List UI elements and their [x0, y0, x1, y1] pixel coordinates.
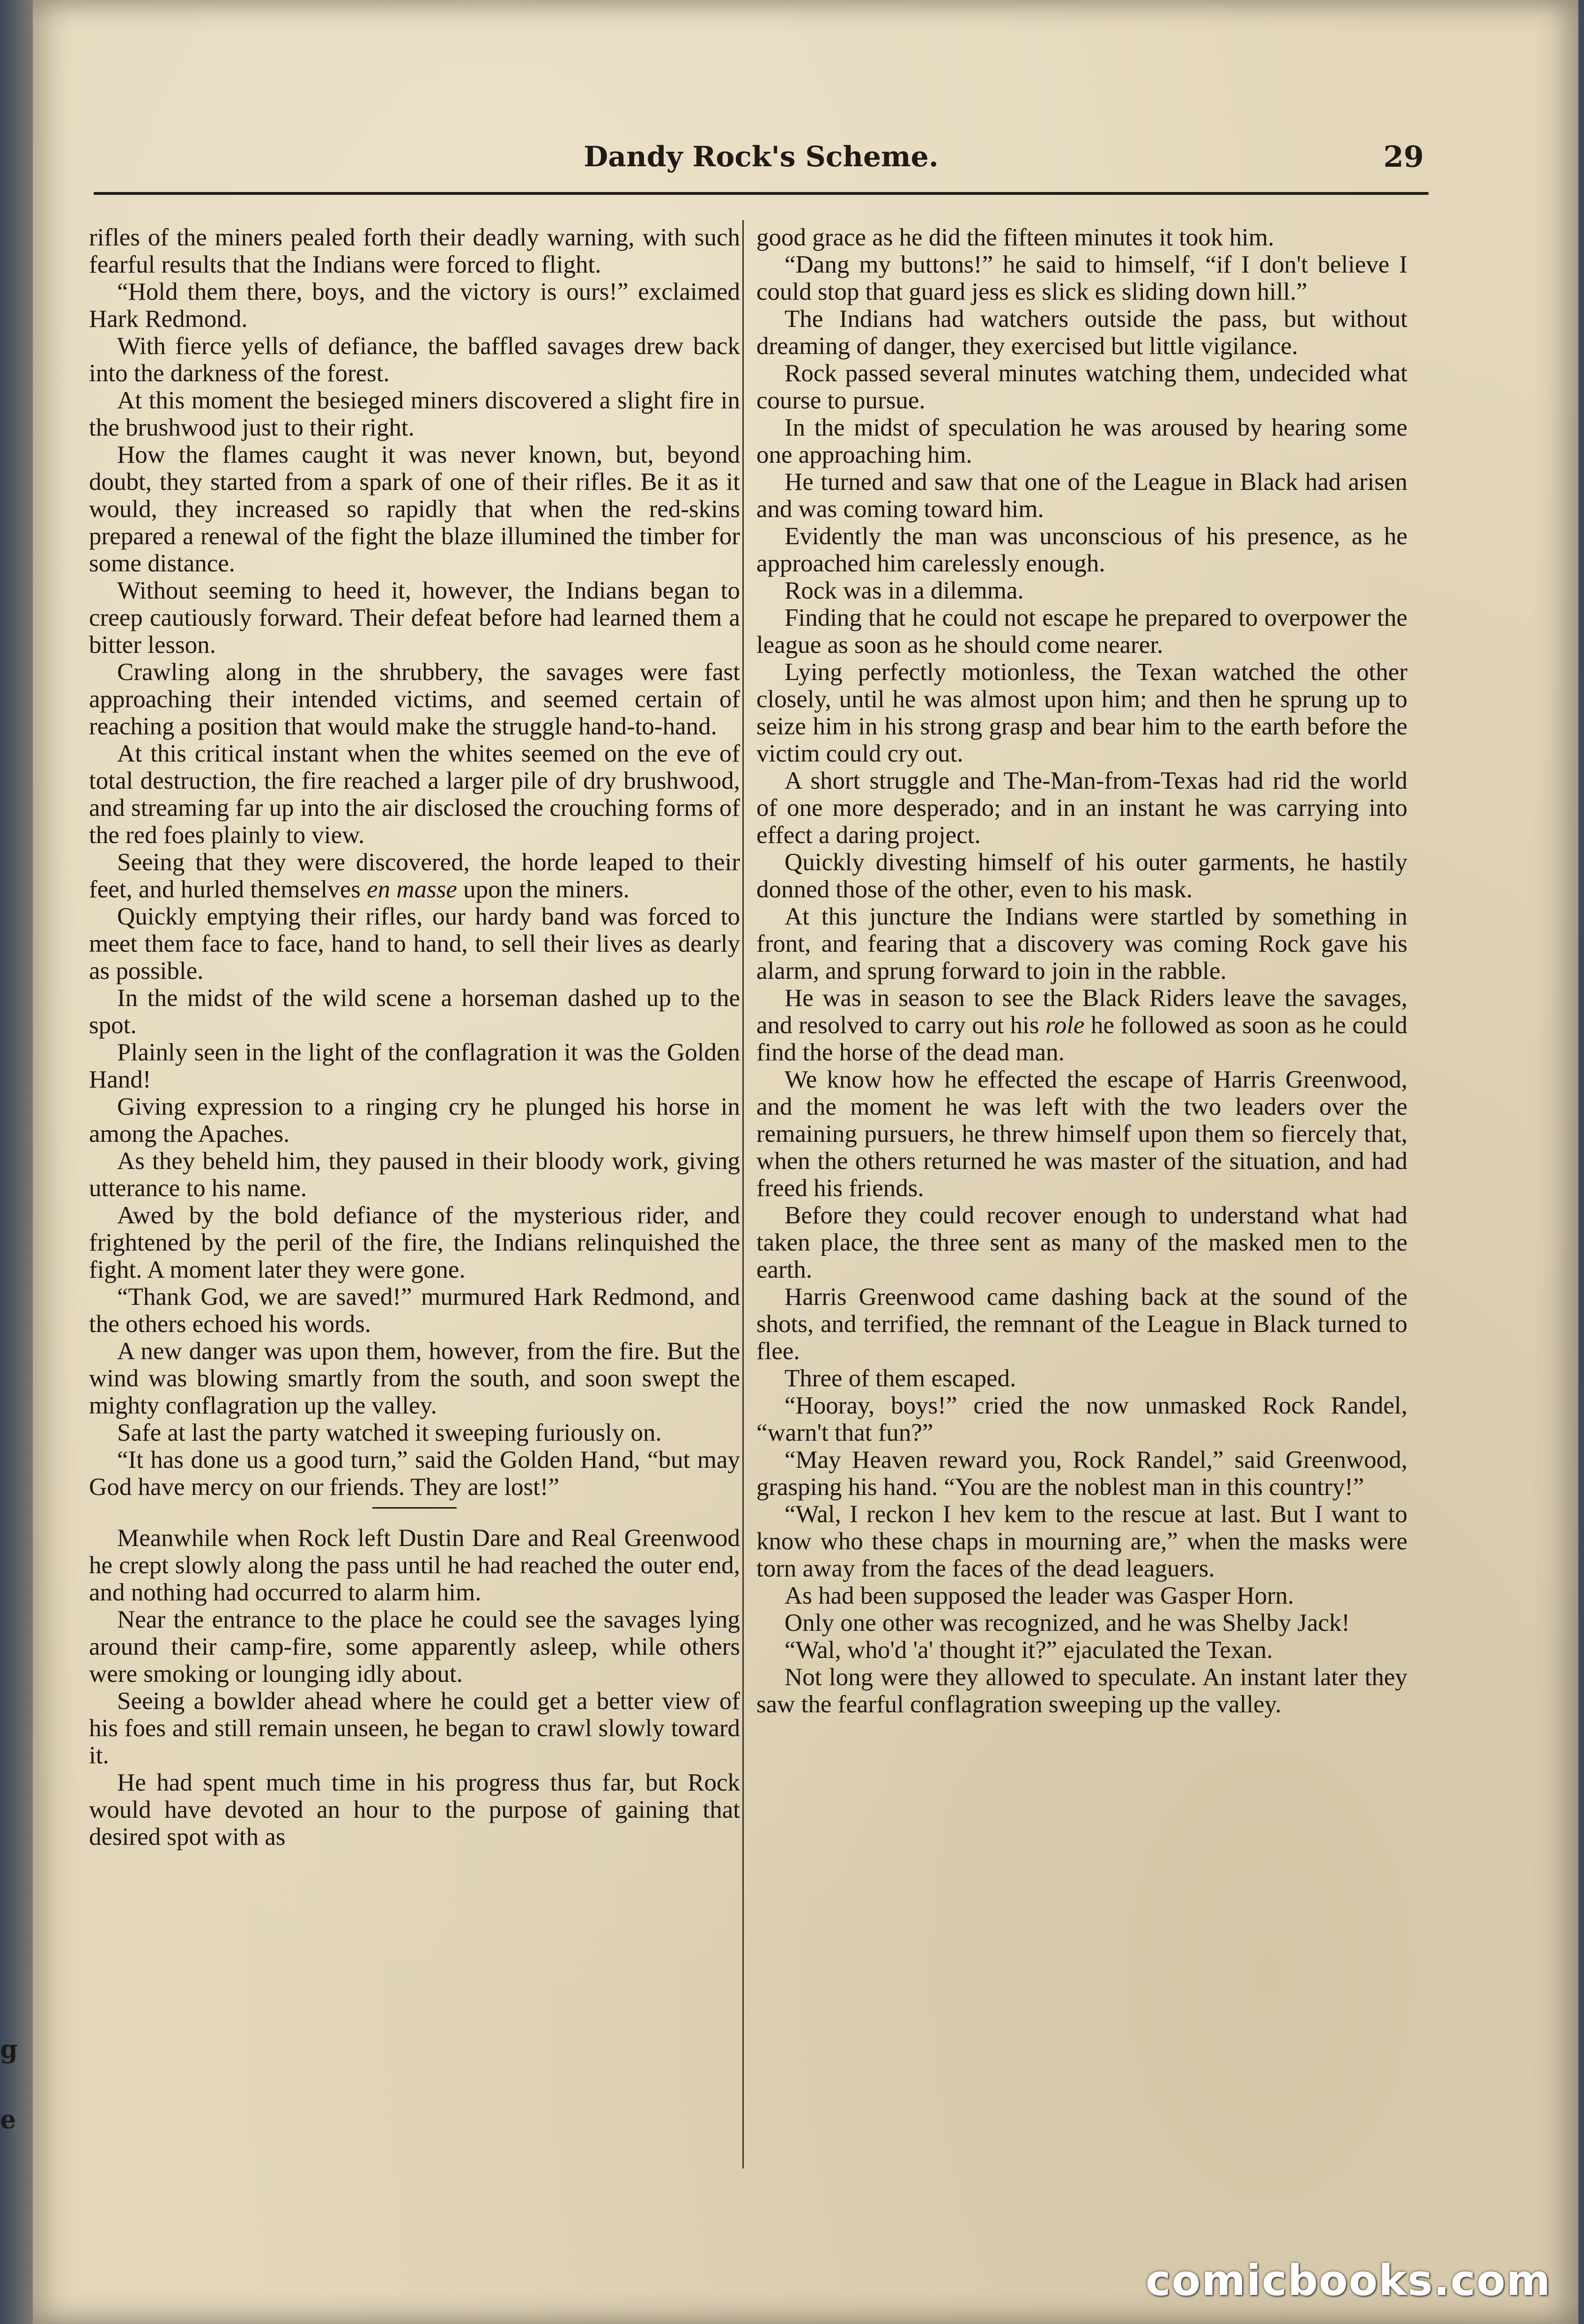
paragraph: Rock passed several minutes watching them, undecided what course to pursue. — [756, 360, 1407, 414]
paragraph: “May Heaven reward you, Rock Randel,” said Greenwood, grasping his hand. “You are the noblest man in this country!” — [756, 1446, 1407, 1501]
paragraph: In the midst of the wild scene a horseman dashed up to the spot. — [89, 984, 740, 1039]
paragraph: Rock was in a dilemma. — [785, 577, 1024, 604]
paragraph: Crawling along in the shrubbery, the savages were fast approaching their intended victims, and seemed certain of reaching a position that would make the struggle hand-to-hand. — [89, 659, 740, 740]
paragraph: Three of them escaped. — [785, 1365, 1016, 1392]
paragraph: “Wal, I reckon I hev kem to the rescue at last. But I want to know who these chaps in mourning are,” when the masks were torn away from the faces of the dead leaguers. — [756, 1501, 1407, 1582]
section-break-rule — [372, 1507, 457, 1509]
paragraph: “Thank God, we are saved!” murmured Hark Redmond, and the others echoed his words. — [89, 1283, 740, 1338]
paragraph: “Hooray, boys!” cried the now unmasked Rock Randel, “warn't that fun?” — [756, 1392, 1407, 1446]
paragraph: With fierce yells of defiance, the baffled savages drew back into the darkness of the forest. — [89, 333, 740, 387]
right-text-column — [756, 224, 1407, 1718]
text-run: He was in season to see the Black Riders leave the savages, and resolved to carry out his — [756, 984, 1407, 1039]
text-run: he followed as soon as he could find the horse of the dead man. — [756, 1012, 1407, 1066]
paragraph: Quickly divesting himself of his outer garments, he hastily donned those of the other, even to his mask. — [756, 849, 1407, 903]
paragraph: Giving expression to a ringing cry he plunged his horse in among the Apaches. — [89, 1093, 740, 1147]
paragraph: A short struggle and The-Man-from-Texas had rid the world of one more desperado; and in an instant he was carrying into effect a daring project. — [756, 767, 1407, 849]
paragraph: Safe at last the party watched it sweeping furiously on. — [117, 1419, 662, 1446]
paragraph: We know how he effected the escape of Harris Greenwood, and the moment he was left with the two leaders over the remaining pursuers, he threw himself upon them so fiercely that, when the others returned he was master of the situation, and had freed his friends. — [756, 1066, 1407, 1202]
paragraph: “Hold them there, boys, and the victory is ours!” exclaimed Hark Redmond. — [89, 278, 740, 333]
paragraph: The Indians had watchers outside the pass, but without dreaming of danger, they exercised but little vigilance. — [756, 305, 1407, 360]
paragraph: Evidently the man was unconscious of his presence, as he approached him carelessly enough. — [756, 523, 1407, 577]
italic-text: en masse — [367, 876, 457, 903]
paragraph: He had spent much time in his progress thus far, but Rock would have devoted an hour to the purpose of gaining that desired spot with as — [89, 1769, 740, 1850]
text-run: upon the miners. — [463, 876, 629, 903]
paragraph: At this juncture the Indians were startled by something in front, and fearing that a discovery was coming Rock gave his alarm, and sprung forward to join in the rabble. — [756, 903, 1407, 984]
paragraph: Quickly emptying their rifles, our hardy band was forced to meet them face to face, hand to hand, to sell their lives as dearly as possible. — [89, 903, 740, 984]
page-number: 29 — [1383, 140, 1424, 174]
paragraph: Awed by the bold defiance of the mysterious rider, and frightened by the peril of the fire, the Indians relinquished the fight. A moment later they were gone. — [89, 1202, 740, 1283]
paragraph: Near the entrance to the place he could see the savages lying around their camp-fire, some apparently asleep, while others were smoking or lounging idly about. — [89, 1606, 740, 1687]
paragraph: At this critical instant when the whites seemed on the eve of total destruction, the fire reached a larger pile of dry brushwood, and streaming far up into the air disclosed the crouching forms of the red foes plainly to view. — [89, 740, 740, 849]
paragraph: Not long were they allowed to speculate. An instant later they saw the fearful conflagration sweeping up the valley. — [756, 1664, 1407, 1718]
paragraph: Seeing a bowlder ahead where he could get a better view of his foes and still remain unseen, he began to crawl slowly toward it. — [89, 1687, 740, 1769]
text-run: Seeing that they were discovered, the horde leaped to their feet, and hurled themselves — [89, 849, 740, 903]
italic-text: role — [1045, 1012, 1085, 1039]
paragraph: Without seeming to heed it, however, the Indians began to creep cautiously forward. Their defeat before had learned them a bitter lesson. — [89, 577, 740, 659]
column-divider — [742, 220, 744, 2169]
left-text-column — [89, 224, 740, 1850]
paragraph: In the midst of speculation he was aroused by hearing some one approaching him. — [756, 414, 1407, 468]
adjacent-page-letters — [0, 2014, 19, 2154]
paragraph: As had been supposed the leader was Gasper Horn. — [785, 1582, 1294, 1609]
paragraph: How the flames caught it was never known, but, beyond doubt, they started from a spark of one of their rifles. Be it as it would, they increased so rapidly that when the red-skins prepared a renewal of the fight the blaze illumined the timber for some distance. — [89, 441, 740, 577]
paragraph — [756, 984, 1407, 1066]
paragraph: “It has done us a good turn,” said the Golden Hand, “but may God have mercy on our friends. They are lost!” — [89, 1446, 740, 1501]
paragraph: Before they could recover enough to understand what had taken place, the three sent as many of the masked men to the earth. — [756, 1202, 1407, 1283]
paragraph: Plainly seen in the light of the conflagration it was the Golden Hand! — [89, 1039, 740, 1093]
watermark: comicbooks.com — [1146, 2256, 1551, 2305]
paragraph: Only one other was recognized, and he was Shelby Jack! — [785, 1609, 1350, 1636]
paragraph: A new danger was upon them, however, from the fire. But the wind was blowing smartly from the south, and soon swept the mighty conflagration up the valley. — [89, 1338, 740, 1419]
paragraph: Finding that he could not escape he prepared to overpower the league as soon as he should come nearer. — [756, 604, 1407, 659]
paragraph: As they beheld him, they paused in their bloody work, giving utterance to his name. — [89, 1147, 740, 1202]
paragraph: Lying perfectly motionless, the Texan watched the other closely, until he was almost upon him; and then he sprung up to seize him in his strong grasp and bear him to the earth before the victim could cry out. — [756, 659, 1407, 767]
paragraph: good grace as he did the fifteen minutes it took him. — [756, 224, 1274, 251]
paragraph: “Wal, who'd 'a' thought it?” ejaculated the Texan. — [785, 1636, 1273, 1664]
paragraph: “Dang my buttons!” he said to himself, “if I don't believe I could stop that guard jess es slick es sliding down hill.” — [756, 251, 1407, 305]
adjacent-letter: g — [0, 2034, 18, 2064]
page-header — [94, 136, 1429, 195]
paragraph — [89, 849, 740, 903]
adjacent-letter: e — [0, 2104, 16, 2134]
paragraph: He turned and saw that one of the League in Black had arisen and was coming toward him. — [756, 468, 1407, 523]
paragraph: At this moment the besieged miners discovered a slight fire in the brushwood just to their right. — [89, 387, 740, 441]
running-title: Dandy Rock's Scheme. — [584, 141, 939, 173]
paragraph: Meanwhile when Rock left Dustin Dare and Real Greenwood he crept slowly along the pass until he had reached the outer end, and nothing had occurred to alarm him. — [89, 1525, 740, 1606]
paragraph: rifles of the miners pealed forth their deadly warning, with such fearful results that the Indians were forced to flight. — [89, 224, 740, 278]
paragraph: Harris Greenwood came dashing back at the sound of the shots, and terrified, the remnant of the League in Black turned to flee. — [756, 1283, 1407, 1365]
